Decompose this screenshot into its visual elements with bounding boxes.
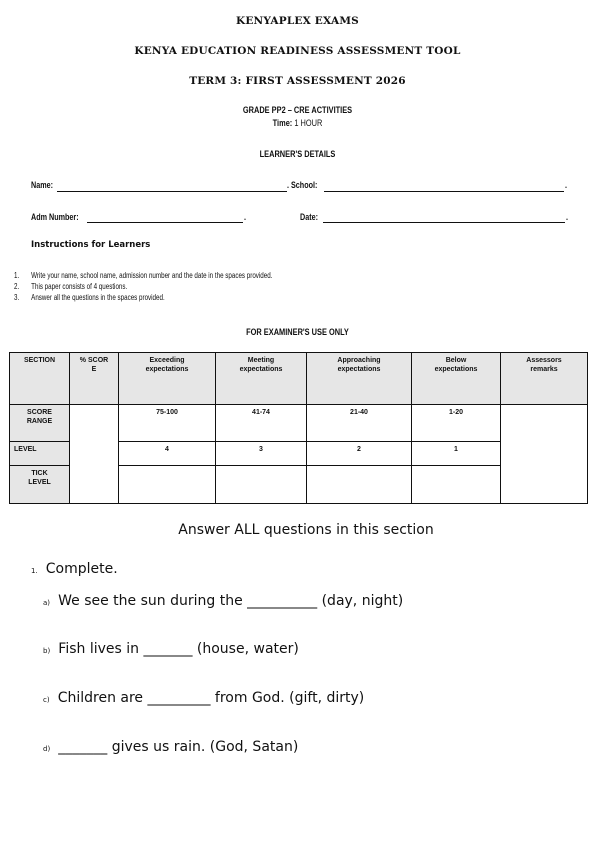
question-part-a <box>43 590 403 609</box>
name-label: Name: <box>31 180 54 190</box>
level-exceeding: 4 <box>119 442 216 466</box>
instruction-item <box>14 293 165 304</box>
examiner-title-line <box>0 327 595 338</box>
level-label: LEVEL <box>10 442 70 466</box>
question-part-c <box>43 687 364 706</box>
adm-end-dot: . <box>244 212 247 222</box>
tick-approaching-cell[interactable] <box>307 466 412 504</box>
instruction-text: This paper consists of 4 questions. <box>31 282 128 291</box>
school-field[interactable] <box>324 191 564 192</box>
section-heading: Answer ALL questions in this section <box>178 522 434 538</box>
question-text: Complete. <box>45 561 118 577</box>
level-below: 1 <box>412 442 501 466</box>
table-header-row <box>10 353 588 405</box>
part-letter: c) <box>43 696 50 704</box>
percent-score-cell[interactable] <box>70 405 119 504</box>
learner-details-heading: LEARNER'S DETAILS <box>259 149 336 160</box>
tick-level-label: TICK LEVEL <box>10 466 70 504</box>
instruction-number: 2. <box>14 282 20 291</box>
level-meeting: 3 <box>216 442 307 466</box>
score-range-row <box>10 405 588 442</box>
school-end-dot: . <box>565 180 568 190</box>
score-range-meeting: 41-74 <box>216 405 307 442</box>
part-text: _______ gives us rain. (God, Satan) <box>58 739 299 755</box>
exam-provider-title: KENYAPLEX EXAMS <box>236 15 359 27</box>
instructions-list <box>14 271 273 304</box>
grade-title: GRADE PP2 – CRE ACTIVITIES <box>242 105 353 116</box>
header-below: Below expectations <box>412 353 501 405</box>
instruction-item <box>14 282 128 293</box>
question-part-d <box>43 736 298 755</box>
date-label: Date: <box>300 212 319 222</box>
time-line <box>0 118 595 129</box>
school-label: . School: <box>287 180 318 190</box>
grade-line <box>0 105 595 116</box>
part-letter: d) <box>43 745 51 753</box>
score-range-exceeding: 75-100 <box>119 405 216 442</box>
level-approaching: 2 <box>307 442 412 466</box>
instruction-text: Answer all the questions in the spaces provided. <box>31 293 165 302</box>
part-letter: b) <box>43 647 51 655</box>
instruction-number: 3. <box>14 293 20 302</box>
date-field[interactable] <box>323 222 565 223</box>
question-number: 1. <box>31 567 38 575</box>
header-assessors-remarks: Assessors remarks <box>501 353 588 405</box>
tick-below-cell[interactable] <box>412 466 501 504</box>
part-text: Fish lives in _______ (house, water) <box>58 641 299 657</box>
part-text: Children are _________ from God. (gift, dirty) <box>57 690 365 706</box>
part-text: We see the sun during the __________ (day, night) <box>58 593 404 609</box>
header-section: SECTION <box>10 353 70 405</box>
adm-number-field[interactable] <box>87 222 243 223</box>
tick-meeting-cell[interactable] <box>216 466 307 504</box>
score-range-below: 1-20 <box>412 405 501 442</box>
assessors-remarks-cell[interactable] <box>501 405 588 504</box>
header-approaching: Approaching expectations <box>307 353 412 405</box>
time-label: Time: <box>272 118 293 129</box>
question-1 <box>31 558 118 577</box>
assessment-tool-title: KENYA EDUCATION READINESS ASSESSMENT TOOL <box>134 45 461 57</box>
part-letter: a) <box>43 599 51 607</box>
header-meeting: Meeting expectations <box>216 353 307 405</box>
adm-number-label: Adm Number: <box>31 212 79 222</box>
learner-details-line <box>0 149 595 160</box>
name-field[interactable] <box>57 191 287 192</box>
examiner-use-title: FOR EXAMINER'S USE ONLY <box>246 327 349 338</box>
header-exceeding: Exceeding expectations <box>119 353 216 405</box>
score-range-approaching: 21-40 <box>307 405 412 442</box>
time-value: 1 HOUR <box>294 118 323 129</box>
header-percent-score: % SCOR E <box>70 353 119 405</box>
term-title: TERM 3: FIRST ASSESSMENT 2026 <box>189 75 406 87</box>
instruction-item <box>14 271 273 282</box>
date-end-dot: . <box>566 212 569 222</box>
question-part-b <box>43 638 299 657</box>
instruction-number: 1. <box>14 271 20 280</box>
instructions-title: Instructions for Learners <box>31 240 151 250</box>
tick-exceeding-cell[interactable] <box>119 466 216 504</box>
score-range-label: SCORE RANGE <box>10 405 70 442</box>
instruction-text: Write your name, school name, admission number and the date in the spaces provided. <box>31 271 273 280</box>
examiner-table <box>9 352 588 504</box>
